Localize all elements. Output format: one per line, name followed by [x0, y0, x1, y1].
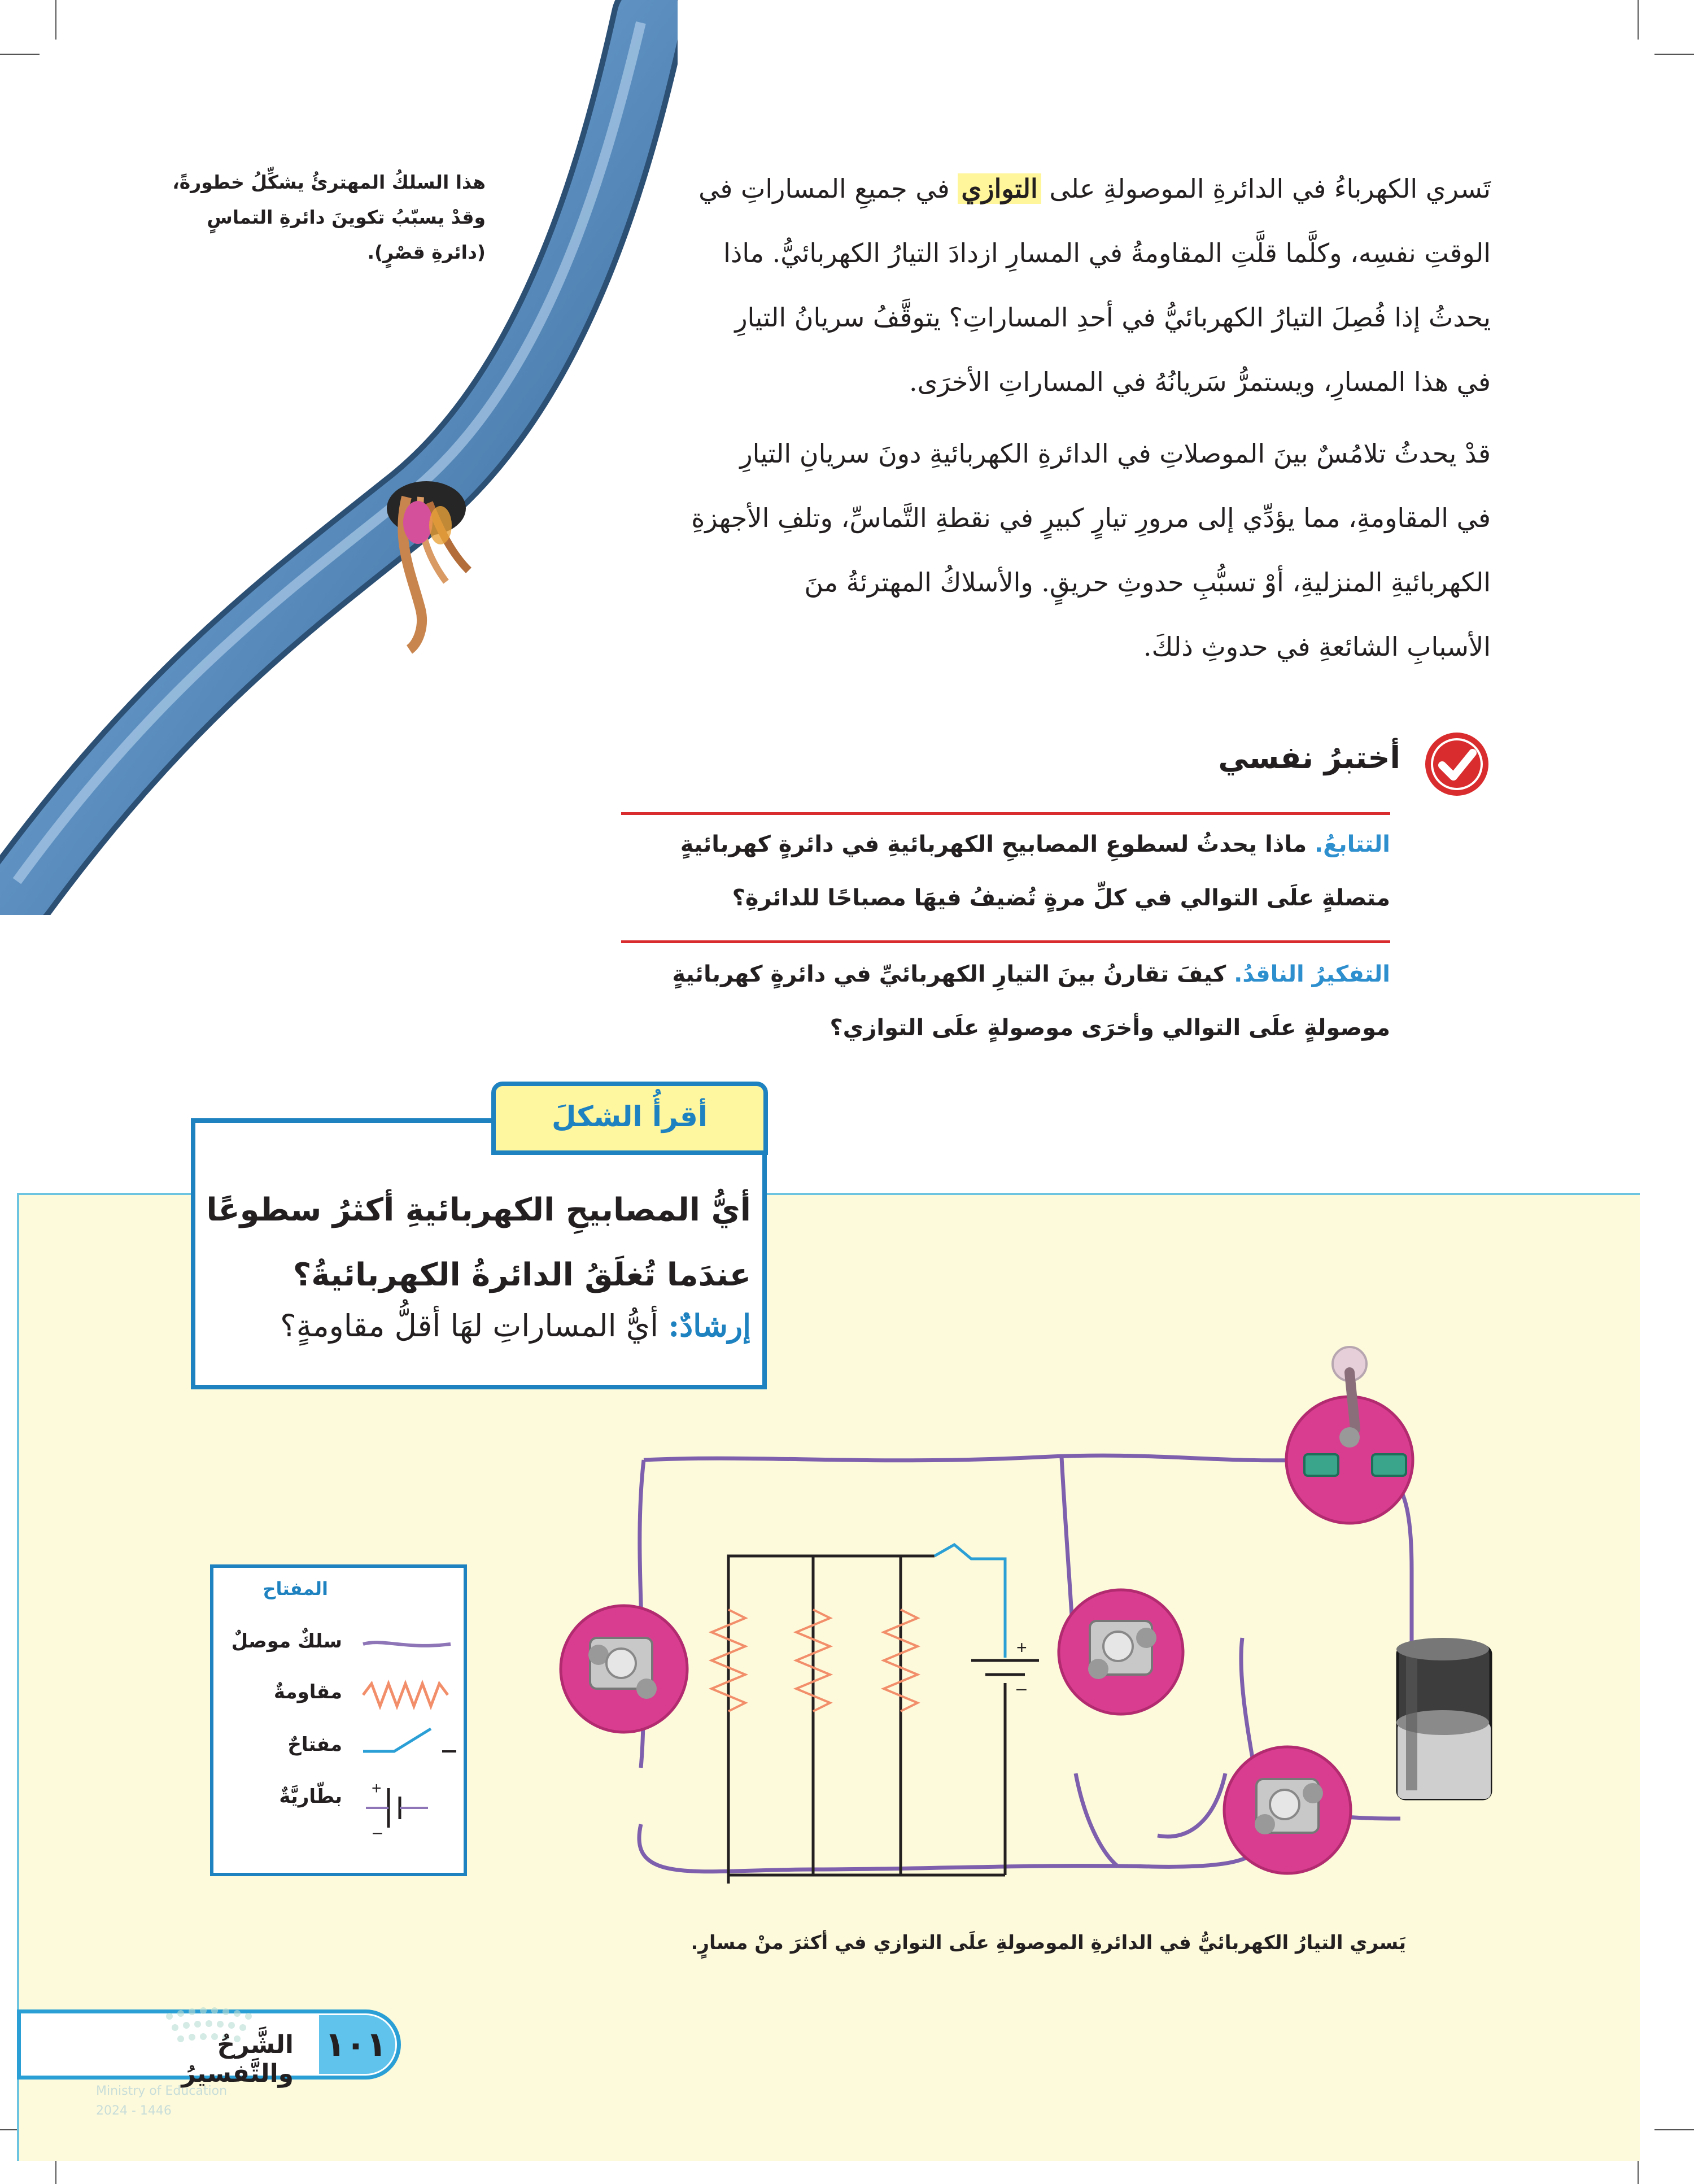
paragraph-text: تَسري الكهرباءُ في الدائرةِ الموصولةِ على — [1041, 173, 1491, 204]
paragraph-line: الوقتِ نفسِه، وكلَّما قلَّتِ المقاومةُ في المسارِ ازدادَ التيارُ الكهربائيُّ. ماذا — [723, 238, 1491, 268]
question-sequence — [621, 818, 1390, 925]
ministry-year: 2024 - 1446 — [96, 2104, 172, 2118]
self-test-title: أختبرُ نفسي — [1218, 740, 1400, 775]
question-line: موصولةٍ علَى التوالي وأخرَى موصولةٍ علَى التوازي؟ — [829, 1015, 1390, 1041]
paragraph-line: في هذا المسارِ، ويستمرُّ سَريانُهُ في المساراتِ الأخرَى. — [909, 367, 1491, 397]
paragraph-line: الأسبابِ الشائعةِ في حدوثِ ذلكَ. — [1143, 631, 1491, 662]
wire-symbol — [363, 1642, 451, 1646]
svg-text:–: – — [1016, 1678, 1027, 1698]
paragraph-short-circuit — [672, 421, 1491, 679]
read-figure-tab: أقرأُ الشكلَ — [491, 1082, 768, 1155]
figure-caption: يَسري التيارُ الكهربائيُّ في الدائرةِ الموصولةِ علَى التوازي في أكثرَ منْ مسارٍ. — [691, 1932, 1406, 1954]
question-line — [621, 818, 1390, 871]
svg-text:+: + — [1016, 1637, 1027, 1658]
paragraph-line — [672, 156, 1491, 221]
knife-switch — [1286, 1347, 1413, 1523]
legend-switch-label: مفتاحٌ — [287, 1733, 342, 1756]
legend-key — [210, 1564, 467, 1876]
checkmark-icon — [1423, 730, 1491, 798]
bulb-holder-middle — [1059, 1590, 1183, 1714]
question-text: ماذا يحدثُ لسطوعِ المصابيحِ الكهربائيةِ في دائرةٍ كهربائيةٍ — [680, 831, 1315, 857]
legend-resistor-label: مقاومةٌ — [273, 1681, 342, 1703]
wire-caption-line: وقدْ يسبّبُ تكوينَ دائرةِ التماسٍ — [207, 206, 486, 228]
question-critical-thinking — [621, 948, 1390, 1055]
plus-sign: + — [372, 1779, 382, 1798]
bulb-holder-left — [561, 1606, 687, 1732]
wire — [639, 1824, 1259, 1872]
bulb-holder-bottom — [1224, 1747, 1351, 1873]
crop-mark — [1638, 0, 1639, 40]
battery-cell — [1396, 1638, 1491, 1799]
wire-photo-caption — [164, 165, 486, 270]
legend-battery-label: بطّاريَّةٌ — [279, 1785, 342, 1808]
circuit-schematic — [711, 1545, 1039, 1884]
legend-title: المفتاح — [263, 1578, 328, 1599]
switch-symbol — [363, 1729, 431, 1751]
highlight-parallel-term: التوازي — [958, 173, 1041, 204]
question-label: التفكيرُ الناقدُ. — [1234, 961, 1390, 987]
frayed-wire-photo — [0, 0, 678, 915]
read-figure-question — [203, 1178, 751, 1307]
legend-symbols — [213, 1568, 470, 1880]
question-label: التتابعُ. — [1315, 831, 1390, 857]
hint-label: إرشادٌ: — [668, 1307, 751, 1344]
paragraph-text: في جميعِ المساراتِ في — [698, 173, 958, 204]
parallel-circuit-photo — [531, 1333, 1513, 1909]
page-number: ١٠١ — [325, 2025, 387, 2064]
resistor-symbol — [363, 1684, 448, 1706]
paragraph-line: يحدثُ إذا فُصِلَ التيارُ الكهربائيُّ في أحدِ المساراتِ؟ يتوقَّفُ سريانُ التيارِ — [735, 302, 1491, 333]
crop-mark — [1654, 54, 1694, 55]
wire — [1158, 1773, 1225, 1837]
wire-caption-line: هذا السلكُ المهترئُ يشكِّلُ خطورةً، — [172, 171, 486, 193]
read-question-line: عندَما تُغلَقُ الدائرةُ الكهربائيةُ؟ — [292, 1257, 751, 1293]
minus-sign: – — [373, 1823, 382, 1842]
hint-text: أيُّ المساراتِ لهَا أقلُّ مقاومةٍ؟ — [280, 1308, 669, 1344]
wire — [1076, 1773, 1118, 1867]
divider-line — [621, 812, 1390, 815]
paragraph-parallel-current — [672, 156, 1491, 414]
question-text: كيفَ تقارنُ بينَ التيارِ الكهربائيِّ في دائرةٍ كهربائيةٍ — [672, 961, 1234, 987]
question-line — [621, 948, 1390, 1001]
ministry-name: Ministry of Education — [96, 2084, 228, 2098]
crop-mark — [1654, 2129, 1694, 2130]
paragraph-line: الكهربائيةِ المنزليةِ، أوْ تسبُّبِ حدوثِ حريقٍ. والأسلاكُ المهترئةُ منَ — [804, 567, 1491, 598]
wire — [644, 1455, 1310, 1461]
paragraph-line: قدْ يحدثُ تلامُسٌ بينَ الموصلاتِ في الدائرةِ الكهربائيةِ دونَ سريانِ التيارِ — [740, 438, 1491, 469]
read-question-line: أيُّ المصابيحِ الكهربائيةِ أكثرُ سطوعًا — [206, 1192, 751, 1228]
paragraph-line: في المقاومةِ، مما يؤدِّي إلى مرورِ تيارٍ كبيرٍ في نقطةِ التَّماسِّ، وتلفِ الأجهزةِ — [691, 503, 1491, 533]
question-line: متصلةٍ علَى التوالي في كلِّ مرةٍ تُضيفُ فيهَا مصباحًا للدائرةِ؟ — [732, 885, 1390, 911]
divider-line — [621, 940, 1390, 943]
wire-caption-line: (دائرةِ قصْرٍ). — [367, 241, 486, 263]
section-name: الشَّرحُ والتَّفسيرُ — [181, 2030, 294, 2088]
legend-wire-label: سلكٌ موصلٌ — [231, 1630, 342, 1653]
